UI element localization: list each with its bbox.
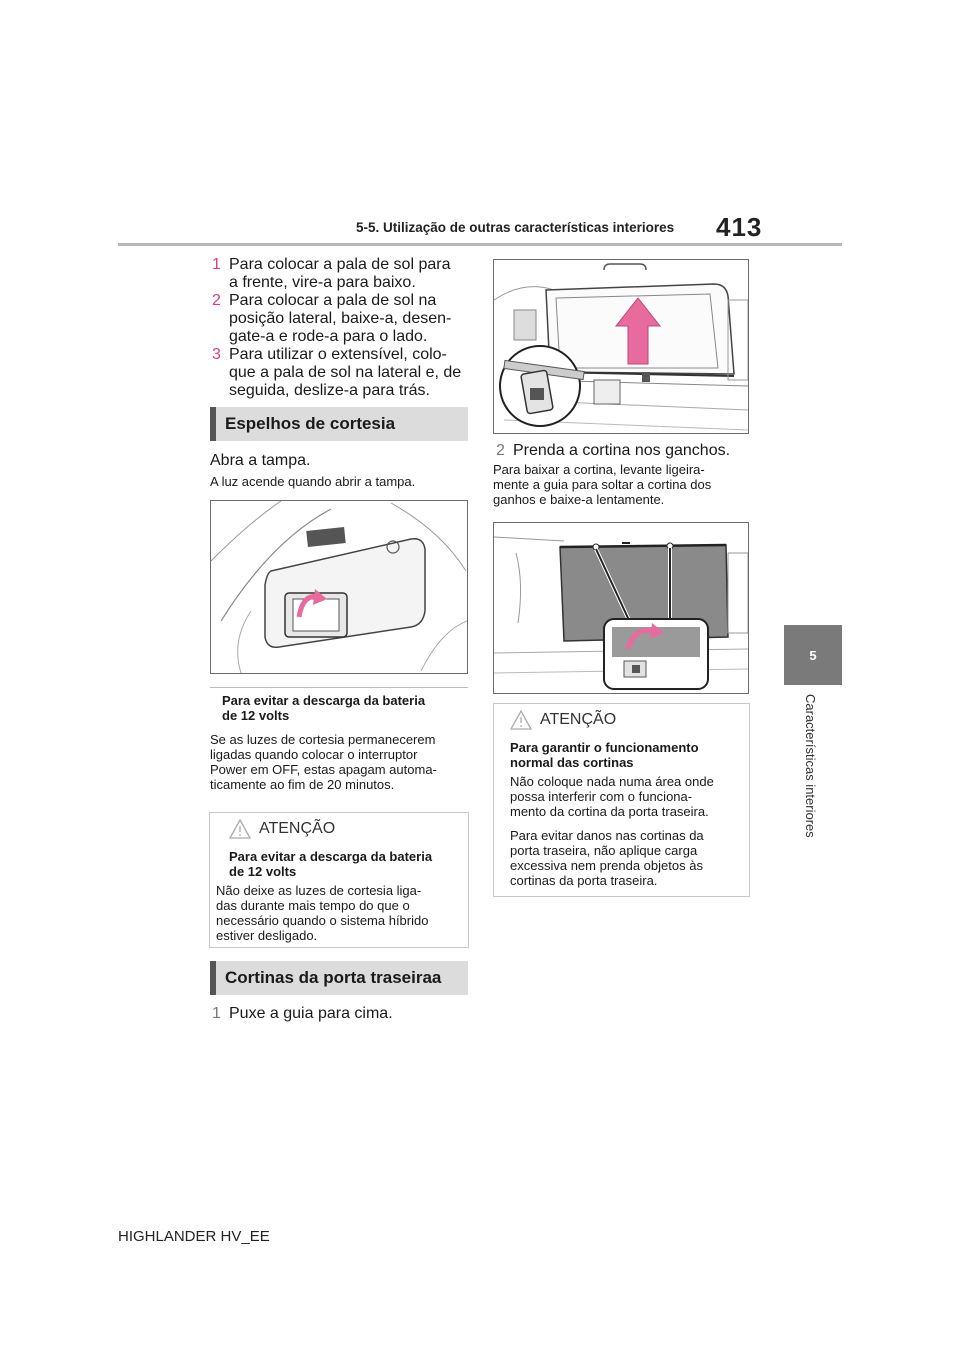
step-line: a frente, vire-a para baixo. xyxy=(229,274,416,291)
step-line: que a pala de sol na lateral e, de xyxy=(229,364,462,381)
page-number: 413 xyxy=(716,212,763,242)
caution-box-curtains xyxy=(493,703,750,897)
step-line: Para utilizar o extensível, colo- xyxy=(229,346,447,363)
caution-line: mento da cortina da porta traseira. xyxy=(510,804,709,819)
note-line: Power em OFF, estas apagam automa- xyxy=(210,762,437,777)
step-number: 3 xyxy=(212,346,221,363)
step-text: Puxe a guia para cima. xyxy=(229,1005,393,1022)
caution-line: Não coloque nada numa área onde xyxy=(510,774,714,789)
chapter-label: Características interiores xyxy=(803,694,818,838)
warning-triangle-icon xyxy=(510,710,532,730)
curtain-step-2 xyxy=(496,442,730,460)
chapter-number: 5 xyxy=(809,647,817,663)
caution-line: das durante mais tempo do que o xyxy=(216,898,410,913)
step-line: Para colocar a pala de sol para xyxy=(229,256,451,273)
caution-body-1 xyxy=(510,774,714,819)
chapter-tab xyxy=(784,625,842,685)
note-divider xyxy=(210,687,468,688)
caution-line: estiver desligado. xyxy=(216,928,318,943)
caution-subtitle-line: de 12 volts xyxy=(229,864,297,879)
curtain-step-1 xyxy=(212,1005,393,1023)
sub-line: Para baixar a cortina, levante ligeira- xyxy=(493,462,705,477)
step-line: posição lateral, baixe-a, desen- xyxy=(229,310,452,327)
step-item xyxy=(212,346,472,400)
sub-line: mente a guia para soltar a cortina dos xyxy=(493,477,712,492)
caution-subtitle-line: Para garantir o funcionamento xyxy=(510,740,699,755)
step-text: Prenda a cortina nos ganchos. xyxy=(513,442,731,459)
note-title xyxy=(222,693,466,723)
header-rule xyxy=(118,243,842,246)
vanity-intro: Abra a tampa. xyxy=(210,452,311,469)
step-item xyxy=(212,256,472,292)
step-line: seguida, deslize-a para trás. xyxy=(229,382,430,399)
step-line: gate-a e rode-a para o lado. xyxy=(229,328,428,345)
caution-line: porta traseira, não aplique carga xyxy=(510,843,698,858)
note-title-line: Para evitar a descarga da bateria xyxy=(222,693,426,708)
section-heading-vanity-mirrors: Espelhos de cortesia xyxy=(210,407,468,441)
caution-line: necessário quando o sistema híbrido xyxy=(216,913,429,928)
step-number: 2 xyxy=(212,292,221,309)
step-item xyxy=(212,292,472,346)
caution-line: cortinas da porta traseira. xyxy=(510,873,658,888)
curtain-step2-sub xyxy=(493,462,753,507)
section-heading-rear-curtains: Cortinas da porta traseiraa xyxy=(210,961,468,995)
caution-line: Para evitar danos nas cortinas da xyxy=(510,828,704,843)
caution-title: ATENÇÃO xyxy=(540,711,617,728)
warning-triangle-icon xyxy=(229,819,251,839)
step-number: 2 xyxy=(496,442,505,459)
curtain-pull-figure xyxy=(493,259,749,434)
caution-subtitle xyxy=(229,849,432,879)
note-line: ligadas quando colocar o interruptor xyxy=(210,747,418,762)
caution-subtitle-line: normal das cortinas xyxy=(510,755,634,770)
caution-body-2 xyxy=(510,828,704,888)
step-number: 1 xyxy=(212,1005,221,1022)
vanity-mirror-figure xyxy=(210,500,468,674)
caution-body xyxy=(216,883,428,943)
caution-line: Não deixe as luzes de cortesia liga- xyxy=(216,883,422,898)
step-line: Para colocar a pala de sol na xyxy=(229,292,437,309)
caution-line: possa interferir com o funciona- xyxy=(510,789,693,804)
caution-subtitle xyxy=(510,740,699,770)
curtain-hook-figure xyxy=(493,522,749,694)
caution-box-battery xyxy=(209,812,469,948)
vanity-sub: A luz acende quando abrir a tampa. xyxy=(210,474,416,489)
note-line: Se as luzes de cortesia permanecerem xyxy=(210,732,436,747)
caution-line: excessiva nem prenda objetos às xyxy=(510,858,703,873)
caution-subtitle-line: Para evitar a descarga da bateria xyxy=(229,849,433,864)
footer-model: HIGHLANDER HV_EE xyxy=(118,1228,270,1245)
caution-title: ATENÇÃO xyxy=(259,820,336,837)
sun-visor-steps xyxy=(212,256,472,400)
step-number: 1 xyxy=(212,256,221,273)
note-title-line: de 12 volts xyxy=(222,708,290,723)
note-body xyxy=(210,732,468,792)
section-title: 5-5. Utilização de outras características interiores xyxy=(356,220,675,235)
note-line: ticamente ao fim de 20 minutos. xyxy=(210,777,395,792)
sub-line: ganhos e baixe-a lentamente. xyxy=(493,492,665,507)
